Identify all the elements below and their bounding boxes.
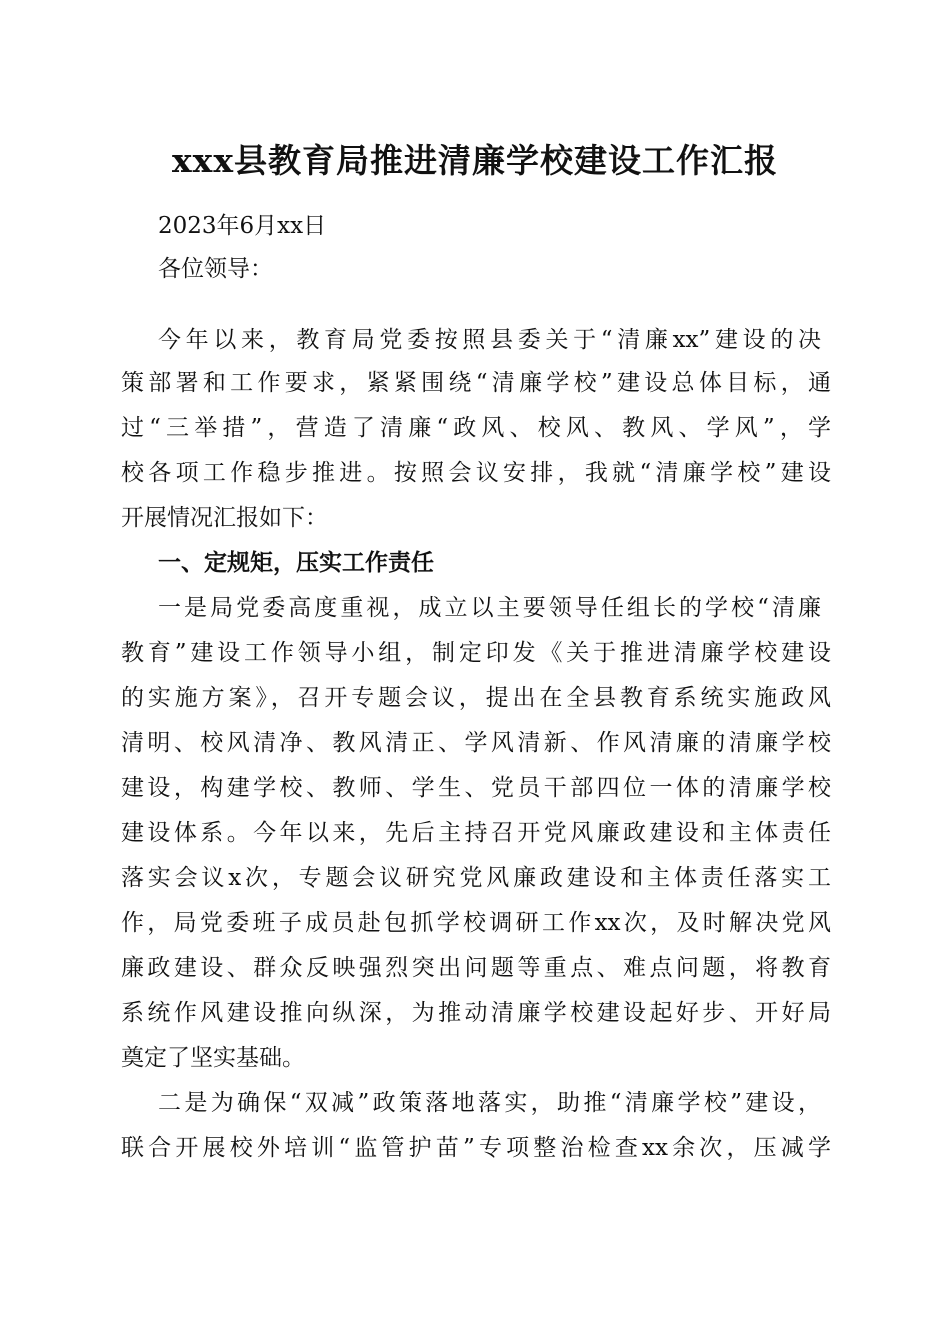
document-title: xxx县教育局推进清廉学校建设工作汇报 — [171, 141, 779, 180]
intro-line: 校各项工作稳步推进。按照会议安排，我就“清廉学校”建设 — [121, 460, 831, 486]
paragraph-line: 的实施方案》，召开专题会议，提出在全县教育系统实施政风 — [121, 685, 831, 711]
paragraph-line: 联合开展校外培训“监管护苗”专项整治检查xx余次，压减学 — [121, 1135, 831, 1161]
paragraph-line: 清明、校风清净、教风清正、学风清新、作风清廉的清廉学校 — [121, 730, 831, 756]
paragraph-line: 建设，构建学校、教师、学生、党员干部四位一体的清廉学校 — [121, 775, 831, 801]
paragraph-line: 建设体系。今年以来，先后主持召开党风廉政建设和主体责任 — [121, 820, 831, 846]
intro-line: 开展情况汇报如下： — [121, 505, 328, 531]
paragraph-line: 落实会议x次，专题会议研究党风廉政建设和主体责任落实工 — [121, 865, 831, 891]
document-date: 2023年6月xx日 — [158, 213, 327, 239]
paragraph-line: 系统作风建设推向纵深，为推动清廉学校建设起好步、开好局 — [121, 1000, 831, 1026]
paragraph-line: 廉政建设、群众反映强烈突出问题等重点、难点问题，将教育 — [121, 955, 831, 981]
intro-line: 策部署和工作要求，紧紧围绕“清廉学校”建设总体目标，通 — [121, 370, 831, 396]
section-heading: 一、定规矩，压实工作责任 — [158, 550, 434, 576]
paragraph-line: 一是局党委高度重视，成立以主要领导任组长的学校“清廉 — [158, 595, 821, 621]
intro-line: 今年以来，教育局党委按照县委关于“清廉xx”建设的决 — [158, 327, 821, 353]
intro-line: 过“三举措”，营造了清廉“政风、校风、教风、学风”，学 — [121, 415, 831, 441]
salutation: 各位领导： — [158, 256, 273, 282]
paragraph-line: 教育”建设工作领导小组，制定印发《关于推进清廉学校建设 — [121, 640, 831, 666]
paragraph-line: 二是为确保“双减”政策落地落实，助推“清廉学校”建设， — [158, 1090, 821, 1116]
paragraph-line: 作，局党委班子成员赴包抓学校调研工作xx次，及时解决党风 — [121, 910, 831, 936]
paragraph-line: 奠定了坚实基础。 — [121, 1045, 305, 1071]
